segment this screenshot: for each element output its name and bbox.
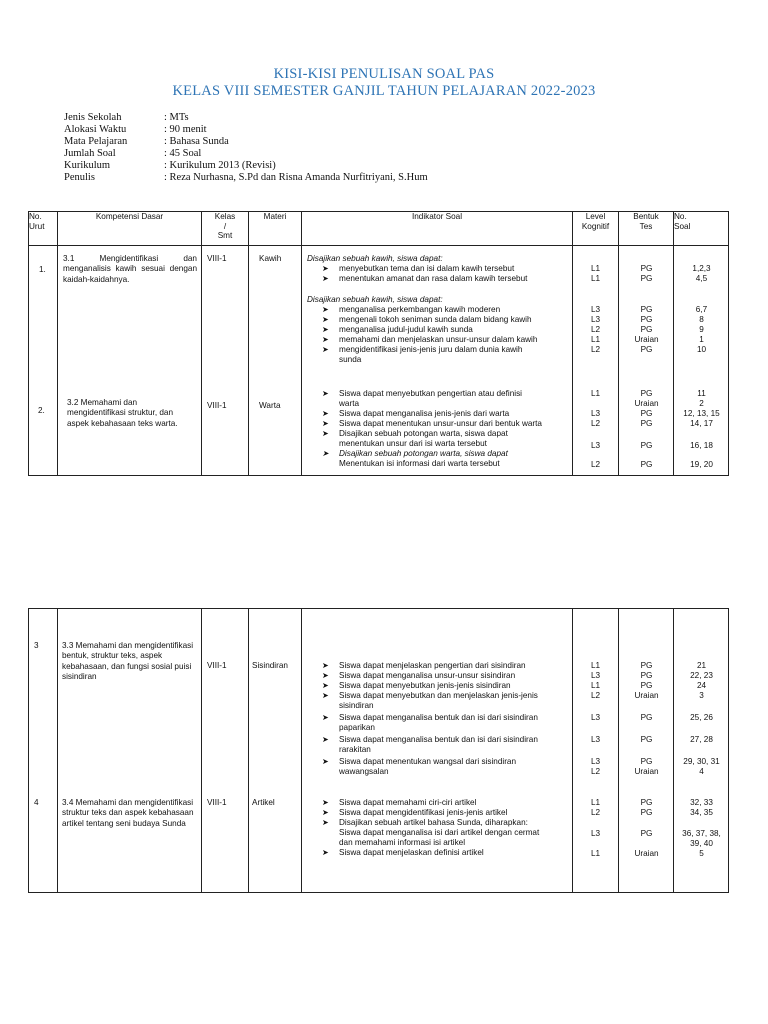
indikator-item: ➤ mengidentifikasi jenis-jenis juru dalam dunia kawih xyxy=(322,345,523,354)
info-value: : MTs xyxy=(164,112,189,123)
bentuk-value: PG xyxy=(640,681,653,690)
no-soal-value: 16, 18 xyxy=(690,441,713,450)
table-row xyxy=(29,246,729,476)
no-soal-value: 34, 35 xyxy=(690,808,713,817)
arrow-bullet-icon: ➤ xyxy=(322,429,329,438)
no-soal-value: 3 xyxy=(699,691,704,700)
cell-level xyxy=(573,246,619,476)
no-soal-value: 5 xyxy=(699,849,704,858)
info-value: : 45 Soal xyxy=(164,148,202,160)
indikator-item: ➤ Siswa dapat menyebutkan dan menjelaskan jenis-jenis xyxy=(322,691,538,700)
indikator-intro: Disajikan sebuah kawih, siswa dapat: xyxy=(307,295,443,304)
indikator-item: ➤ menganalisa perkembangan kawih moderen xyxy=(322,305,501,314)
info-row xyxy=(64,112,428,124)
arrow-bullet-icon: ➤ xyxy=(322,818,329,827)
no-soal-value: 8 xyxy=(699,315,704,324)
arrow-bullet-icon: ➤ xyxy=(322,661,329,670)
cell-kompetensi-dasar xyxy=(58,246,202,476)
level-value: L3 xyxy=(591,315,601,324)
kompetensi-dasar-text: 3.3 Memahami dan mengidentifikasi bentuk, struktur teks, aspek kebahasaan, dan fungsi sosial puisi sisindiran xyxy=(62,641,194,682)
no-soal-value: 11 xyxy=(697,389,706,398)
no-soal-value: 4 xyxy=(699,767,704,776)
level-value: L3 xyxy=(591,305,601,314)
indikator-item: ➤ Siswa dapat menjelaskan definisi artikel xyxy=(322,848,484,857)
indikator-intro: Disajikan sebuah kawih, siswa dapat: xyxy=(307,254,443,263)
no-soal-value: 27, 28 xyxy=(690,735,713,744)
info-row xyxy=(64,160,428,172)
indikator-item-cont: paparikan xyxy=(339,723,375,732)
row-number: 3 xyxy=(34,641,39,650)
cell-kelas xyxy=(202,609,249,893)
table-header-row xyxy=(29,212,729,246)
no-soal-value: 10 xyxy=(696,345,707,354)
indikator-item-cont: sunda xyxy=(339,355,362,364)
indikator-item-cont: Siswa dapat menganalisa isi dari artikel dengan cermat xyxy=(339,828,540,837)
kompetensi-dasar-text: 3.2 Memahami dan mengidentifikasi struktur, dan aspek kebahasaan teks warta. xyxy=(67,398,178,428)
level-value: L1 xyxy=(591,274,601,283)
header-kelas: Kelas / Smt xyxy=(202,212,249,246)
indikator-item: ➤ Disajikan sebuah artikel bahasa Sunda, diharapkan: xyxy=(322,818,528,827)
level-value: L3 xyxy=(591,829,601,838)
level-value: L2 xyxy=(591,808,601,817)
level-value: L2 xyxy=(591,767,601,776)
no-soal-value: 9 xyxy=(699,325,704,334)
level-value: L3 xyxy=(591,735,601,744)
level-value: L1 xyxy=(591,389,601,398)
row-number: 4 xyxy=(34,798,39,807)
indikator-item: ➤ Siswa dapat menganalisa jenis-jenis dari warta xyxy=(322,409,510,418)
level-value: L2 xyxy=(591,345,601,354)
arrow-bullet-icon: ➤ xyxy=(322,345,329,354)
indikator-item: ➤ memahami dan menjelaskan unsur-unsur dalam kawih xyxy=(322,335,538,344)
indikator-item: ➤ Disajikan sebuah potongan warta, siswa dapat xyxy=(322,429,508,438)
header-no: No. Urut xyxy=(29,212,58,246)
indikator-item-cont: sisindiran xyxy=(339,701,374,710)
indikator-item: ➤ Siswa dapat memahami ciri-ciri artikel xyxy=(322,798,477,807)
cell-no-soal xyxy=(674,246,729,476)
level-value: L3 xyxy=(591,409,601,418)
indikator-item: ➤ Siswa dapat mengidentifikasi jenis-jenis artikel xyxy=(322,808,508,817)
bentuk-value: PG xyxy=(640,460,653,469)
header-level: Level Kognitif xyxy=(573,212,619,246)
arrow-bullet-icon: ➤ xyxy=(322,757,329,766)
info-value: : Reza Nurhasna, S.Pd dan Risna Amanda Nurfitriyani, S.Hum xyxy=(164,172,428,184)
materi-value: Kawih xyxy=(259,254,282,263)
cell-indikator xyxy=(302,609,573,893)
document-subtitle: KELAS VIII SEMESTER GANJIL TAHUN PELAJARAN 2022-2023 xyxy=(172,83,596,99)
indikator-item: ➤ Siswa dapat menentukan wangsal dari sisindiran xyxy=(322,757,517,766)
header-indikator: Indikator Soal xyxy=(302,212,573,246)
no-soal-value: 39, 40 xyxy=(690,839,713,848)
bentuk-value: PG xyxy=(640,345,653,354)
header-materi: Materi xyxy=(249,212,302,246)
info-block xyxy=(64,112,428,185)
arrow-bullet-icon: ➤ xyxy=(322,315,329,324)
cell-kelas xyxy=(202,246,249,476)
no-soal-value: 24 xyxy=(696,681,707,690)
level-value: L1 xyxy=(591,798,601,807)
indikator-item-cont: rarakitan xyxy=(339,745,371,754)
no-soal-value: 22, 23 xyxy=(690,671,713,680)
indikator-item-cont: Menentukan isi informasi dari warta tersebut xyxy=(339,459,500,468)
indikator-item: ➤ mengenali tokoh seniman sunda dalam bidang kawih xyxy=(322,315,532,324)
level-value: L3 xyxy=(591,757,601,766)
info-value: : Kurikulum 2013 (Revisi) xyxy=(164,160,276,172)
bentuk-value: PG xyxy=(640,757,653,766)
document-title: KISI-KISI PENULISAN SOAL PAS xyxy=(273,66,495,82)
bentuk-value: PG xyxy=(640,671,653,680)
arrow-bullet-icon: ➤ xyxy=(322,848,329,857)
no-soal-value: 32, 33 xyxy=(690,798,713,807)
indikator-item-cont: wawangsalan xyxy=(339,767,389,776)
kompetensi-dasar-text: 3.1 Mengidentifikasi dan menganalisis kawih sesuai dengan kaidah-kaidahnya. xyxy=(63,254,197,284)
bentuk-value: Uraian xyxy=(634,335,659,344)
no-soal-value: 19, 20 xyxy=(690,460,713,469)
row-number: 2. xyxy=(38,406,45,415)
indikator-item: ➤ Siswa dapat menyebutkan pengertian atau definisi xyxy=(322,389,522,398)
level-value: L1 xyxy=(591,264,601,273)
no-soal-value: 25, 26 xyxy=(690,713,713,722)
kelas-value: VIII-1 xyxy=(207,254,227,263)
info-row xyxy=(64,148,428,160)
no-soal-value: 12, 13, 15 xyxy=(683,409,720,418)
table-row xyxy=(29,609,729,893)
cell-no xyxy=(29,609,58,893)
info-row xyxy=(64,124,428,136)
arrow-bullet-icon: ➤ xyxy=(322,713,329,722)
bentuk-value: PG xyxy=(640,419,653,428)
info-label: Alokasi Waktu xyxy=(64,124,127,136)
info-value: : 90 menit xyxy=(164,124,207,136)
no-soal-value: 29, 30, 31 xyxy=(683,757,720,766)
cell-kompetensi-dasar xyxy=(58,609,202,893)
info-label: Mata Pelajaran xyxy=(64,136,128,148)
cell-no-soal xyxy=(674,609,729,893)
indikator-item-cont: dan memahami informasi isi artikel xyxy=(339,838,466,847)
no-soal-value: 36, 37, 38, xyxy=(682,829,721,838)
level-value: L1 xyxy=(591,681,601,690)
level-value: L2 xyxy=(591,419,601,428)
arrow-bullet-icon: ➤ xyxy=(322,691,329,700)
bentuk-value: PG xyxy=(640,389,653,398)
materi-value: Artikel xyxy=(252,798,275,807)
indikator-item: ➤ Siswa dapat menganalisa bentuk dan isi dari sisindiran xyxy=(322,713,538,722)
kisi-table-page2 xyxy=(28,608,729,893)
no-soal-value: 2 xyxy=(699,399,704,408)
no-soal-value: 14, 17 xyxy=(690,419,713,428)
bentuk-value: PG xyxy=(640,325,653,334)
indikator-item: ➤ Siswa dapat menyebutkan jenis-jenis sisindiran xyxy=(322,681,511,690)
indikator-item-cont: menentukan unsur dari isi warta tersebut xyxy=(339,439,487,448)
bentuk-value: PG xyxy=(640,409,653,418)
no-soal-value: 4,5 xyxy=(695,274,708,283)
kelas-value: VIII-1 xyxy=(207,798,227,807)
cell-indikator xyxy=(302,246,573,476)
level-value: L3 xyxy=(591,671,601,680)
bentuk-value: Uraian xyxy=(634,849,659,858)
kompetensi-dasar-text: 3.4 Memahami dan mengidentifikasi struktur teks dan aspek kebahasaan artikel tentang seni budaya Sunda xyxy=(62,798,194,828)
level-value: L3 xyxy=(591,713,601,722)
bentuk-value: Uraian xyxy=(634,399,659,408)
kelas-value: VIII-1 xyxy=(207,401,227,410)
no-soal-value: 6,7 xyxy=(695,305,708,314)
level-value: L1 xyxy=(591,849,601,858)
arrow-bullet-icon: ➤ xyxy=(322,808,329,817)
header-bentuk: Bentuk Tes xyxy=(619,212,674,246)
indikator-item: ➤ Siswa dapat menganalisa unsur-unsur sisindiran xyxy=(322,671,516,680)
bentuk-value: PG xyxy=(640,713,653,722)
bentuk-value: PG xyxy=(640,798,653,807)
arrow-bullet-icon: ➤ xyxy=(322,409,329,418)
kisi-table-page1 xyxy=(28,211,729,476)
cell-bentuk xyxy=(619,609,674,893)
bentuk-value: PG xyxy=(640,441,653,450)
info-label: Jumlah Soal xyxy=(64,148,116,160)
bentuk-value: Uraian xyxy=(634,767,659,776)
indikator-item: ➤ Disajikan sebuah potongan warta, siswa dapat xyxy=(322,449,508,458)
no-soal-value: 21 xyxy=(696,661,707,670)
indikator-item: ➤ menentukan amanat dan rasa dalam kawih tersebut xyxy=(322,274,528,283)
arrow-bullet-icon: ➤ xyxy=(322,449,329,458)
no-soal-value: 1,2,3 xyxy=(692,264,711,273)
info-row xyxy=(64,136,428,148)
bentuk-value: PG xyxy=(640,305,653,314)
info-label: Jenis Sekolah xyxy=(64,112,122,123)
bentuk-value: PG xyxy=(640,808,653,817)
info-label: Penulis xyxy=(64,172,95,184)
level-value: L1 xyxy=(591,335,601,344)
indikator-item: ➤ Siswa dapat menganalisa bentuk dan isi dari sisindiran xyxy=(322,735,538,744)
info-label: Kurikulum xyxy=(64,160,111,172)
arrow-bullet-icon: ➤ xyxy=(322,798,329,807)
arrow-bullet-icon: ➤ xyxy=(322,389,329,398)
arrow-bullet-icon: ➤ xyxy=(322,335,329,344)
arrow-bullet-icon: ➤ xyxy=(322,274,329,283)
arrow-bullet-icon: ➤ xyxy=(322,325,329,334)
arrow-bullet-icon: ➤ xyxy=(322,419,329,428)
row-number: 1. xyxy=(39,265,46,274)
kelas-value: VIII-1 xyxy=(207,661,227,670)
indikator-item: ➤ Siswa dapat menjelaskan pengertian dari sisindiran xyxy=(322,661,526,670)
no-soal-value: 1 xyxy=(699,335,704,344)
header-kompetensi-dasar: Kompetensi Dasar xyxy=(58,212,202,246)
arrow-bullet-icon: ➤ xyxy=(322,735,329,744)
bentuk-value: PG xyxy=(640,829,653,838)
level-value: L2 xyxy=(591,460,601,469)
bentuk-value: PG xyxy=(640,315,653,324)
materi-value: Warta xyxy=(259,401,281,410)
indikator-item: ➤ Siswa dapat menentukan unsur-unsur dari bentuk warta xyxy=(322,419,542,428)
bentuk-value: PG xyxy=(640,274,653,283)
level-value: L3 xyxy=(591,441,601,450)
materi-value: Sisindiran xyxy=(252,661,288,670)
level-value: L2 xyxy=(591,691,601,700)
arrow-bullet-icon: ➤ xyxy=(322,681,329,690)
arrow-bullet-icon: ➤ xyxy=(322,264,329,273)
bentuk-value: PG xyxy=(640,661,653,670)
cell-level xyxy=(573,609,619,893)
indikator-item: ➤ menganalisa judul-judul kawih sunda xyxy=(322,325,473,334)
info-value: : Bahasa Sunda xyxy=(164,136,229,148)
cell-materi xyxy=(249,609,302,893)
level-value: L1 xyxy=(591,661,601,670)
arrow-bullet-icon: ➤ xyxy=(322,305,329,314)
info-row xyxy=(64,172,428,184)
cell-bentuk xyxy=(619,246,674,476)
bentuk-value: PG xyxy=(640,264,653,273)
indikator-item-cont: warta xyxy=(339,399,360,408)
indikator-item: ➤ menyebutkan tema dan isi dalam kawih tersebut xyxy=(322,264,515,273)
bentuk-value: Uraian xyxy=(634,691,659,700)
level-value: L2 xyxy=(591,325,601,334)
cell-no xyxy=(29,246,58,476)
bentuk-value: PG xyxy=(640,735,653,744)
arrow-bullet-icon: ➤ xyxy=(322,671,329,680)
header-no-soal: No. Soal xyxy=(674,212,729,246)
cell-materi xyxy=(249,246,302,476)
